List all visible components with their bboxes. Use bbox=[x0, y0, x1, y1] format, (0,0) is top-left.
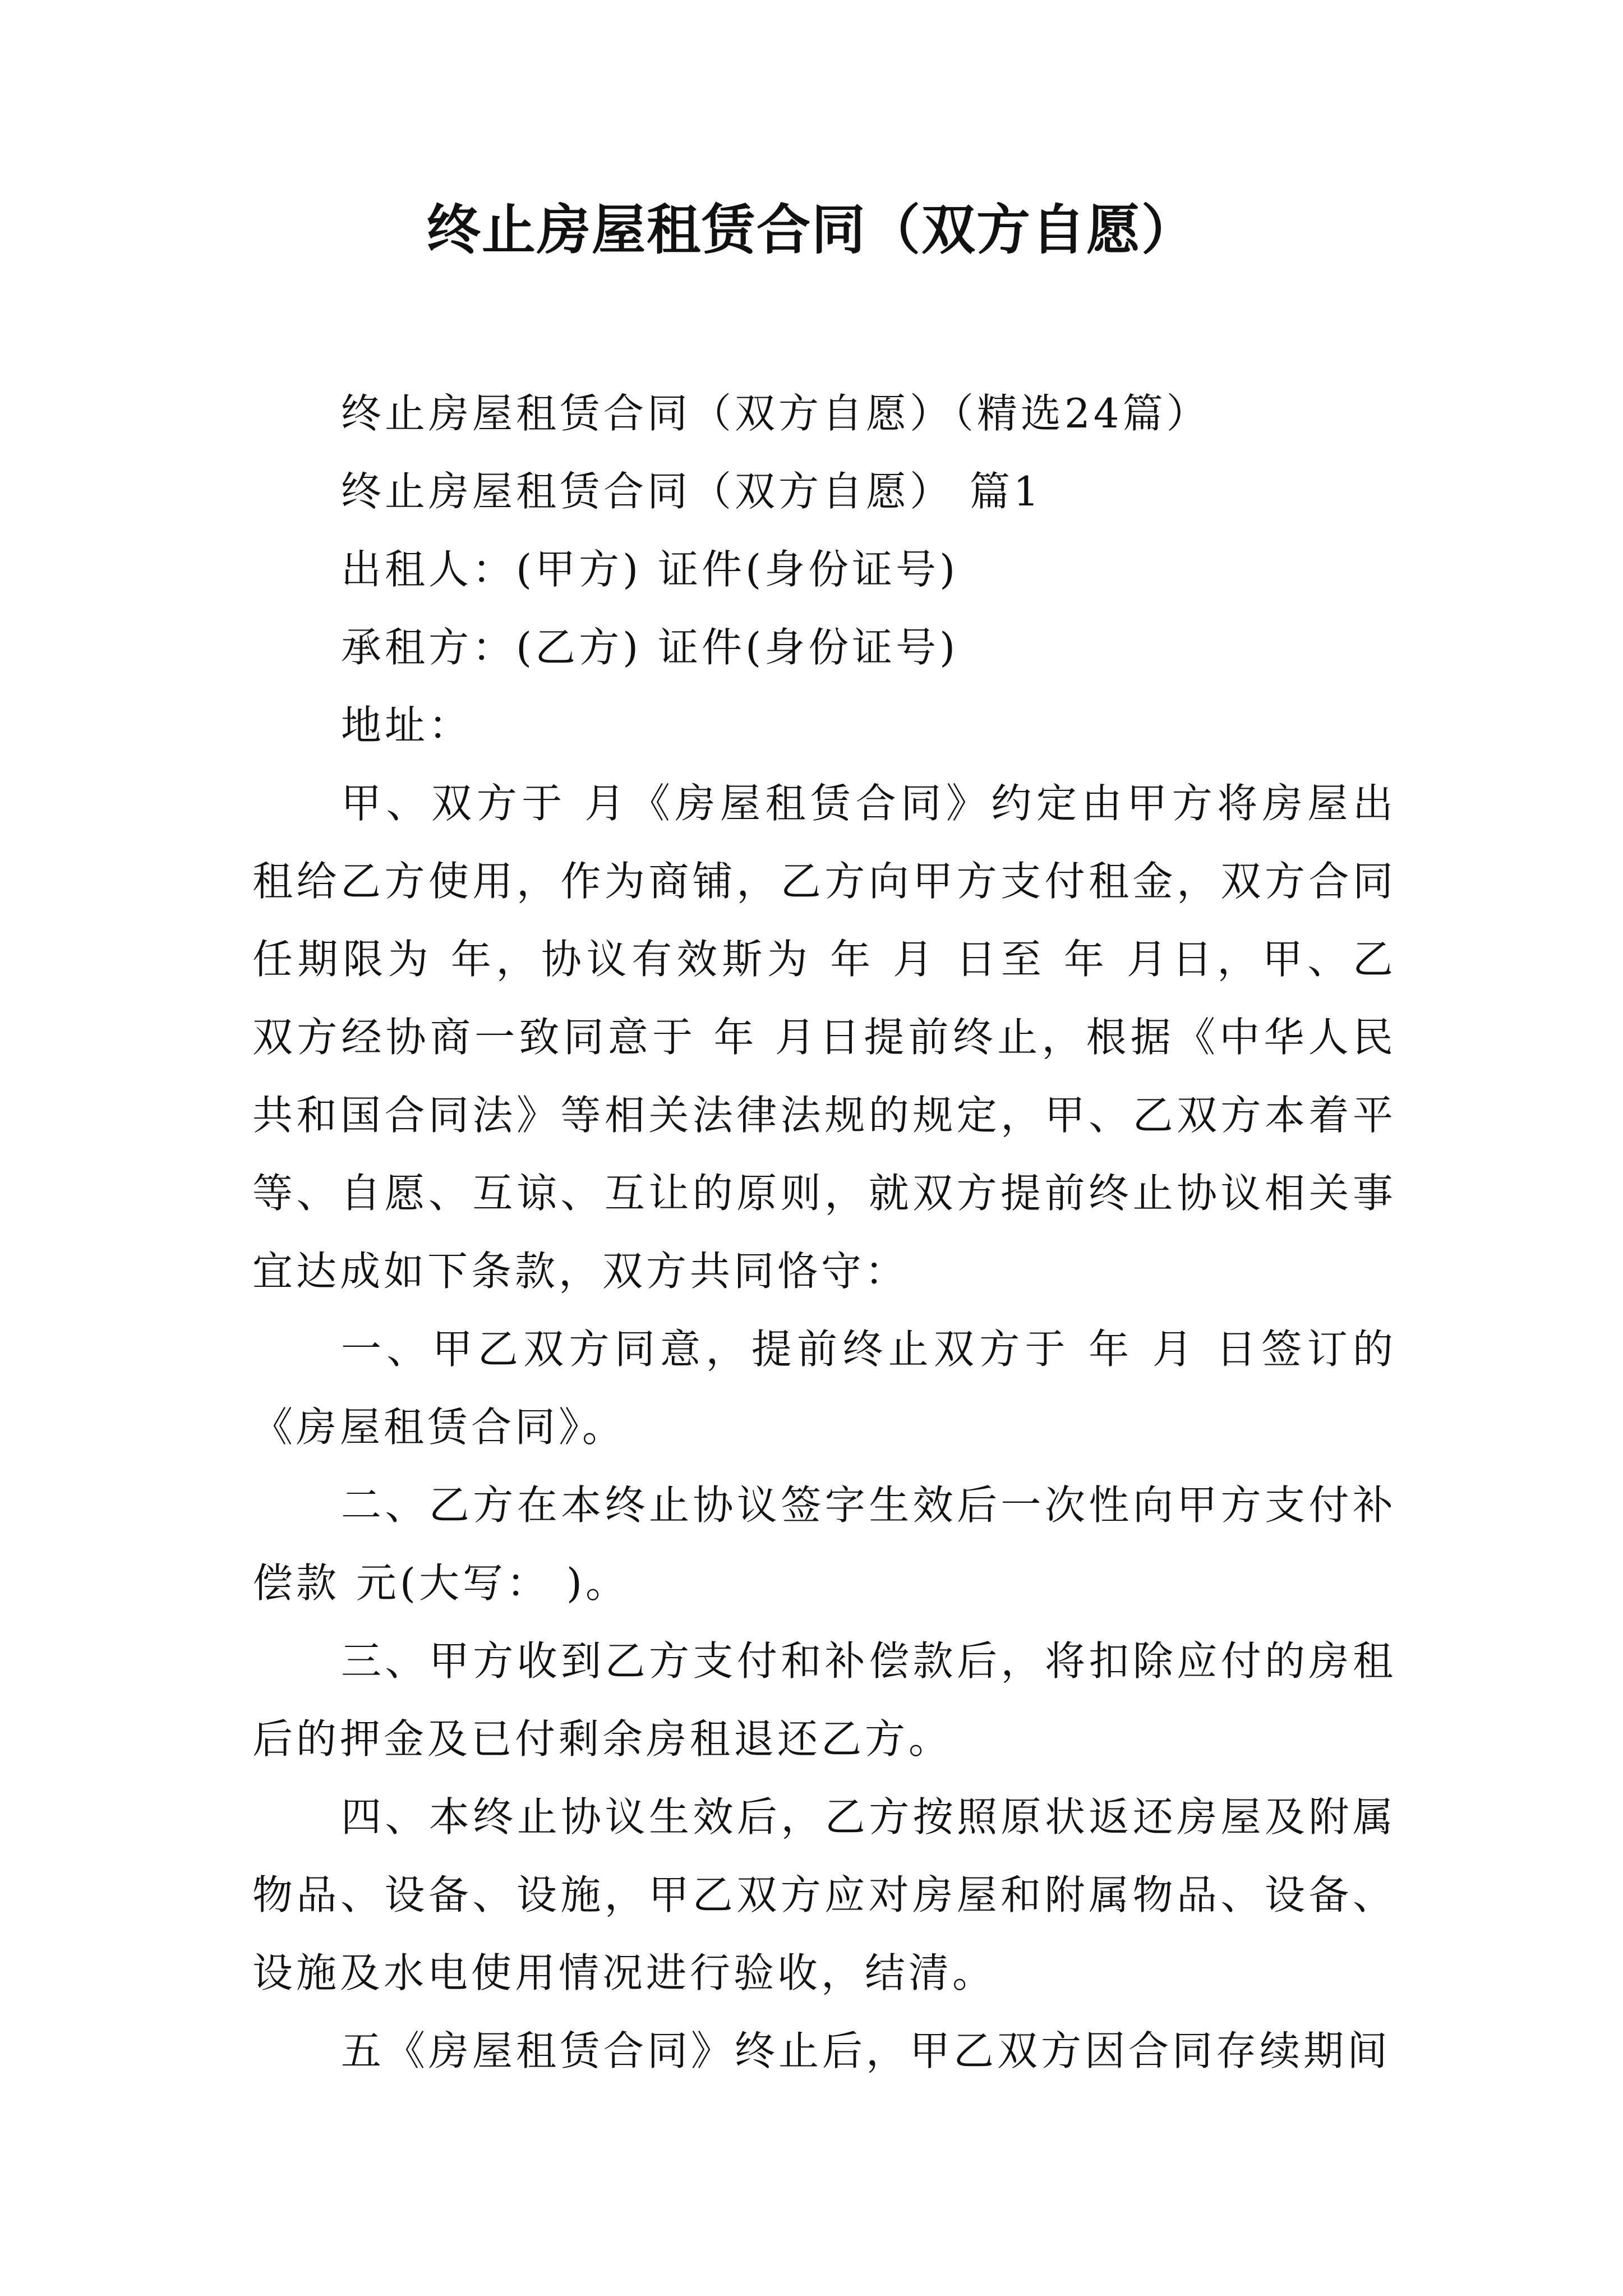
paragraph-clause-3: 三、甲方收到乙方支付和补偿款后，将扣除应付的房租后的押金及已付剩余房租退还乙方。 bbox=[252, 1637, 1396, 1763]
paragraph-lessee: 承租方：(乙方) 证件(身份证号) bbox=[341, 624, 959, 671]
paragraph-clause-1: 一、甲乙双方同意，提前终止双方于 年 月 日签订的《房屋租赁合同》。 bbox=[252, 1326, 1396, 1451]
paragraph-clause-2: 二、乙方在本终止协议签字生效后一次性向甲方支付补偿款 元(大写： )。 bbox=[252, 1481, 1396, 1607]
paragraph-clause-5: 五《房屋租赁合同》终止后，甲乙双方因合同存续期间 bbox=[341, 2027, 1391, 2074]
paragraph-preamble: 甲、双方于 月《房屋租赁合同》约定由甲方将房屋出租给乙方使用，作为商铺，乙方向甲方支付租金，双方合同任期限为 年，协议有效斯为 年 月 日至 年 月日，甲、乙双方经协商一致同意于 年 月日提前终止，根据《中华人民共和国合同法》等相关法律法规的规定，甲、乙双方本着平等、自愿、互谅、互让的原则，就双方提前终止协议相关事宜达成如下条款，双方共同恪守： bbox=[252, 780, 1396, 1295]
paragraph-address: 地址： bbox=[341, 702, 473, 749]
paragraph-clause-4: 四、本终止协议生效后，乙方按照原状返还房屋及附属物品、设备、设施，甲乙双方应对房屋和附属物品、设备、设施及水电使用情况进行验收，结清。 bbox=[252, 1793, 1396, 1996]
paragraph-lessor: 出租人：(甲方) 证件(身份证号) bbox=[341, 546, 959, 593]
document-title: 终止房屋租赁合同（双方自愿） bbox=[427, 198, 1196, 261]
paragraph-subtitle: 终止房屋租赁合同（双方自愿）（精选24篇） bbox=[341, 390, 1210, 437]
paragraph-section-heading: 终止房屋租赁合同（双方自愿） 篇1 bbox=[341, 468, 1043, 515]
document-body bbox=[252, 375, 1396, 2090]
